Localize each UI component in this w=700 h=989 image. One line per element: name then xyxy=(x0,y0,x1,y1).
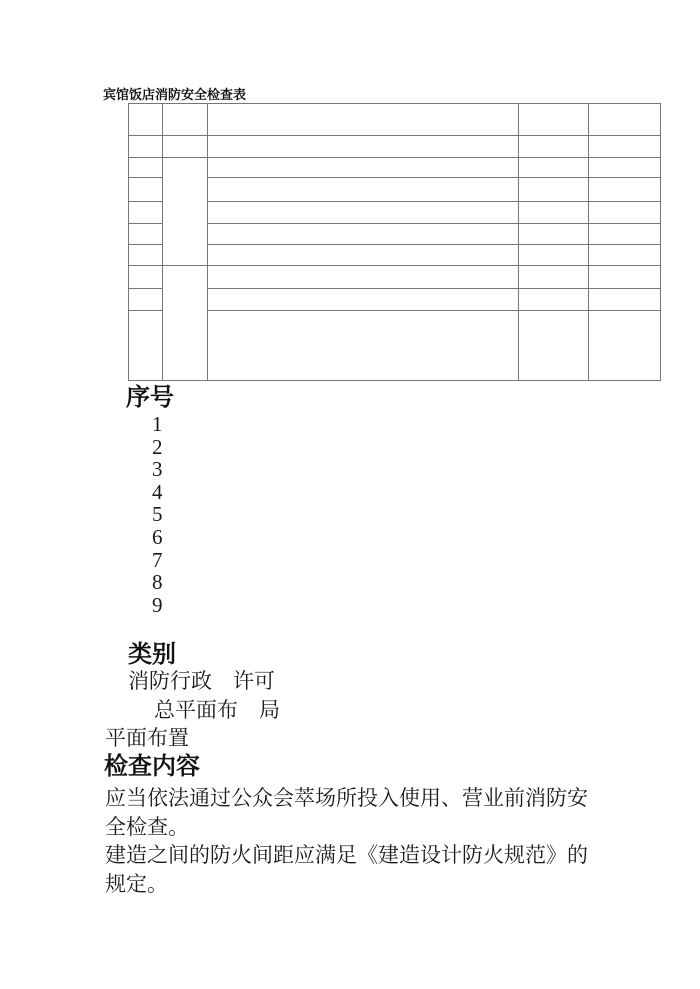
table-row xyxy=(129,178,661,202)
table-cell xyxy=(519,158,589,178)
table-cell xyxy=(208,289,519,311)
table-cell xyxy=(129,158,163,178)
table-cell xyxy=(589,158,661,178)
category-item-fire-admin-permit: 消防行政 许可 xyxy=(128,669,275,693)
table-cell xyxy=(208,104,519,136)
table-cell xyxy=(163,104,208,136)
table-cell xyxy=(129,311,163,381)
serial-number-item: 2 xyxy=(152,434,163,459)
table-row xyxy=(129,104,661,136)
table-cell xyxy=(208,136,519,158)
serial-number-item: 6 xyxy=(152,524,163,549)
table-cell xyxy=(129,289,163,311)
table-cell xyxy=(129,245,163,266)
table-row xyxy=(129,266,661,289)
table-row xyxy=(129,311,661,381)
table-row xyxy=(129,245,661,266)
table-cell xyxy=(129,178,163,202)
inspection-content-heading: 检查内容 xyxy=(104,753,200,780)
table-cell xyxy=(589,136,661,158)
table-cell xyxy=(589,202,661,224)
table-cell xyxy=(519,104,589,136)
serial-number-item: 9 xyxy=(152,592,163,617)
serial-number-item: 1 xyxy=(152,412,163,436)
table-row xyxy=(129,136,661,158)
table-cell xyxy=(519,224,589,245)
table-cell xyxy=(208,311,519,381)
inspection-paragraph: 建造之间的防火间距应满足《建造设计防火规范》的规定。 xyxy=(105,843,588,896)
table-cell xyxy=(589,266,661,289)
table-cell xyxy=(589,311,661,381)
category-item-site-plan: 总平面布 局 xyxy=(154,698,280,722)
document-title: 宾馆饭店消防安全检查表 xyxy=(103,87,247,102)
table-row xyxy=(129,224,661,245)
table-cell xyxy=(129,224,163,245)
table-cell xyxy=(589,224,661,245)
serial-number-item: 3 xyxy=(152,457,163,482)
table-cell-merged xyxy=(163,266,208,381)
table-cell xyxy=(208,245,519,266)
table-cell xyxy=(589,104,661,136)
table-cell xyxy=(519,266,589,289)
table-cell-merged xyxy=(163,158,208,266)
table-row xyxy=(129,289,661,311)
table-cell xyxy=(129,104,163,136)
table-cell xyxy=(208,224,519,245)
category-heading: 类别 xyxy=(128,641,176,668)
table-cell xyxy=(208,158,519,178)
table-cell xyxy=(589,245,661,266)
table-cell xyxy=(129,202,163,224)
table-row xyxy=(129,158,661,178)
serial-number-item: 5 xyxy=(152,502,163,527)
table-cell xyxy=(519,289,589,311)
table-row xyxy=(129,202,661,224)
serial-number-list xyxy=(152,413,163,616)
table-cell xyxy=(208,266,519,289)
table-cell xyxy=(589,289,661,311)
table-cell xyxy=(519,136,589,158)
table-cell xyxy=(208,202,519,224)
table-cell xyxy=(129,136,163,158)
table-cell xyxy=(519,245,589,266)
category-item-floor-plan: 平面布置 xyxy=(105,726,189,750)
inspection-paragraph: 应当依法通过公众会萃场所投入使用、营业前消防安全检查。 xyxy=(105,786,588,839)
table-cell xyxy=(519,178,589,202)
table-cell xyxy=(589,178,661,202)
table-cell xyxy=(519,202,589,224)
serial-number-item: 8 xyxy=(152,570,163,595)
table-cell xyxy=(129,266,163,289)
inspection-table xyxy=(128,103,661,381)
serial-number-item: 4 xyxy=(152,479,163,504)
serial-number-item: 7 xyxy=(152,547,163,572)
table-cell xyxy=(163,136,208,158)
serial-number-heading: 序号 xyxy=(126,384,174,411)
table-cell xyxy=(208,178,519,202)
table-cell xyxy=(519,311,589,381)
